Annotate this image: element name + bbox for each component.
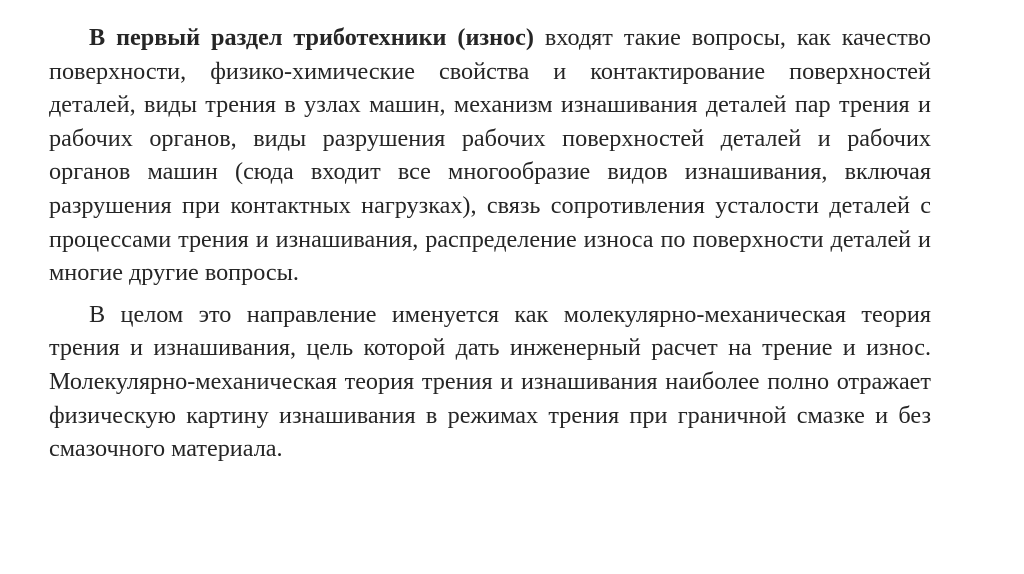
paragraph-2-text: В целом это направление именуется как молекулярно-механическая теория трения и изнашивания, цель которой дать инженерный расчет на трение и износ. Молекулярно-механическая теория трения и изнашивания наиболее полно отражает физическую картину изнашивания в режимах трения при граничной смазке и без смазочного материала.: [49, 300, 931, 463]
paragraph-1-text: входят такие вопросы, как качество поверхности, физико-химические свойства и контактирование поверхностей деталей, виды трения в узлах машин, механизм изнашивания деталей пар трения и рабочих органов, виды разрушения рабочих поверхностей деталей и рабочих органов машин (сюда входит все многообразие видов изнашивания, включая разрушения при контактных нагрузках), связь сопротивления усталости деталей с процессами трения и изнашивания, распределение износа по поверхности деталей и многие другие вопросы.: [49, 24, 932, 287]
paragraph-1: [49, 21, 931, 290]
text-content: [49, 21, 931, 466]
paragraph-1-lead: В первый раздел триботехники (износ): [89, 24, 534, 51]
paragraph-2: [49, 298, 931, 466]
